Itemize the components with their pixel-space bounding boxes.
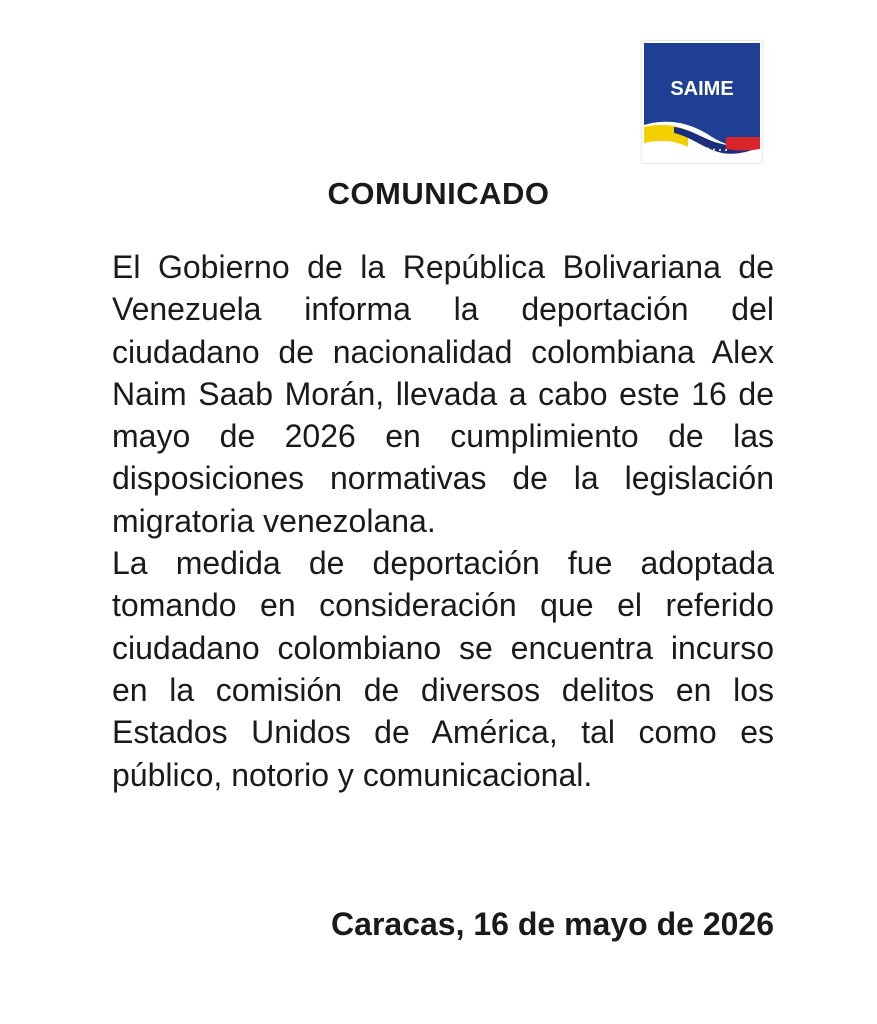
body-paragraph-1: El Gobierno de la República Bolivariana de Venezuela informa la deportación del ciudadano de nacionalidad colombiana Alex Naim Saab Morán, llevada a cabo este 16 de mayo de 2026 en cumplimiento de las disposiciones normativas de la legislación migratoria venezolana.	[112, 249, 774, 539]
body-paragraph-2: La medida de deportación fue adoptada tomando en consideración que el referido ciudadano colombiano se encuentra incurso en la comisión de diversos delitos en los Estados Unidos de América, tal como es público, notorio y comunicacional.	[112, 545, 774, 793]
document-body	[112, 246, 774, 796]
saime-logo-text: SAIME	[670, 78, 734, 100]
saime-logo	[642, 41, 762, 163]
signature-date: Caracas, 16 de mayo de 2026	[331, 906, 774, 942]
document-title: COMUNICADO	[327, 176, 550, 211]
